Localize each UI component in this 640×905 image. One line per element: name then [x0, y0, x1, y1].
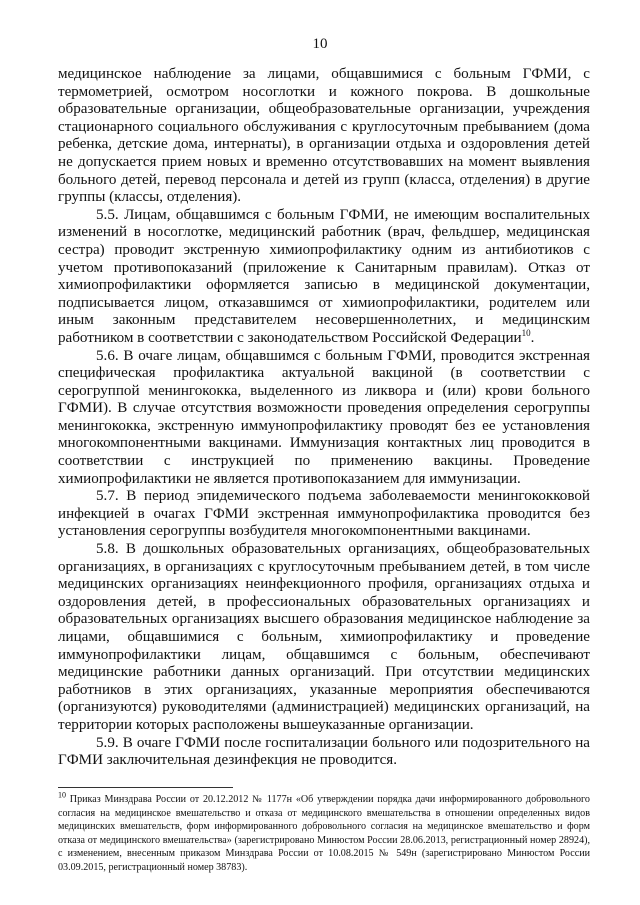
paragraph-continuation: [58, 66, 590, 207]
paragraph-text: 5.6. В очаге лицам, общавшимся с больным ГФМИ, проводится экстренная специфическая профилактика актуальной вакциной (в соответствии с серогруппой менингококка, выделенного из ликвора и (или) крови больного ГФМИ). В случае отсутствия возможности проведения определения серогруппы менингококка, экстренную иммунопрофилактику проводят без ее установления многокомпонентными вакцинами. Иммунизация контактных лиц проводится в соответствии с инструкцией по применению вакцины. Проведение химиопрофилактики не является противопоказанием для иммунизации.: [58, 347, 590, 487]
footnote: [58, 790, 590, 875]
footnote-separator: [58, 787, 233, 788]
footnote-text: Приказ Минздрава России от 20.12.2012 № 1177н «Об утверждении порядка дачи информированного добровольного согласия на медицинское вмешательство и отказа от медицинского вмешательства в отношении определенных видов медицинских вмешательств, форм информированного добровольного согласия на медицинское вмешательство и форм отказа от медицинского вмешательства» (зарегистрировано Минюстом России 28.06.2013, регистрационный номер 28924), с изменением, внесенным приказом Минздрава России от 10.08.2015 № 549н (зарегистрировано Минюстом России 03.09.2015, регистрационный номер 38783).: [58, 794, 590, 873]
paragraph-5-7: [58, 488, 590, 541]
page-number: 10: [312, 36, 328, 52]
footnote-marker: 10: [58, 790, 66, 800]
paragraph-5-9: [58, 735, 590, 770]
paragraph-5-5: 5.5. Лицам, общавшимся с больным ГФМИ, не имеющим воспалительных изменений в носоглотке, медицинский работник (врач, фельдшер, медицинская сестра) проводит экстренную химиопрофилактику одним из антибиотиков с учетом противопоказаний (приложение к Санитарным правилам). Отказ от химиопрофилактики оформляется записью в медицинской документации, подписывается лицом, отказавшимся от химиопрофилактики, родителем или иным законным представителем несовершеннолетних, и медицинским работником в соответствии с законодательством Российской Федерации$^{10}$.: [58, 206, 590, 346]
paragraph-text: медицинское наблюдение за лицами, общавшимися с больным ГФМИ, с термометрией, осмотром носоглотки и кожного покрова. В дошкольные образовательные организации, общеобразовательные организации, учреждения стационарного социального обслуживания с круглосуточным пребыванием (дома ребенка, детские дома, интернаты), в организации отдыха и оздоровления детей не допускается прием новых и временно отсутствовавших на момент выявления больного детей, перевод персонала и детей из групп (класса, отделения) в другие группы (классы, отделения).: [58, 66, 590, 206]
paragraph-text: 5.7. В период эпидемического подъема заболеваемости менингококковой инфекцией в очагах ГФМИ экстренная иммунопрофилактика проводится без установления серогруппы возбудителя многокомпонентными вакцинами.: [58, 488, 590, 540]
footnote-reference[interactable]: 10: [521, 327, 531, 338]
paragraph-5-6: [58, 348, 590, 489]
paragraph-text: 5.8. В дошкольных образовательных организациях, общеобразовательных организациях, в организациях с круглосуточным пребыванием детей, в том числе медицинских организациях неинфекционного профиля, организациях отдыха и оздоровления детей, в профессиональных образовательных организациях и образовательных организациях высшего образования медицинское наблюдение за лицами, общавшимися с больным, химиопрофилактику и проведение иммунопрофилактики лицам, общавшимся с больным, обеспечивают медицинские работники данных организаций. При отсутствии медицинских работников в этих организациях, указанные мероприятия обеспечиваются (организуются) руководителями (администрацией) медицинских организаций, на территории которых расположены вышеуказанные организации.: [58, 541, 590, 733]
paragraph-text: 5.9. В очаге ГФМИ после госпитализации больного или подозрительного на ГФМИ заключительная дезинфекция не проводится.: [58, 734, 590, 769]
paragraph-text: 5.5. Лицам, общавшимся с больным ГФМИ, не имеющим воспалительных изменений в носоглотке, медицинский работник (врач, фельдшер, медицинская сестра) проводит экстренную химиопрофилактику одним из антибиотиков с учетом противопоказаний (приложение к Санитарным правилам). Отказ от химиопрофилактики оформляется записью в медицинской документации, подписывается лицом, отказавшимся от химиопрофилактики, родителем или иным законным представителем несовершеннолетних, и медицинским работником в соответствии с законодательством Российской Федерации: [58, 206, 590, 346]
paragraph-5-8: [58, 541, 590, 735]
document-body: [58, 66, 590, 770]
